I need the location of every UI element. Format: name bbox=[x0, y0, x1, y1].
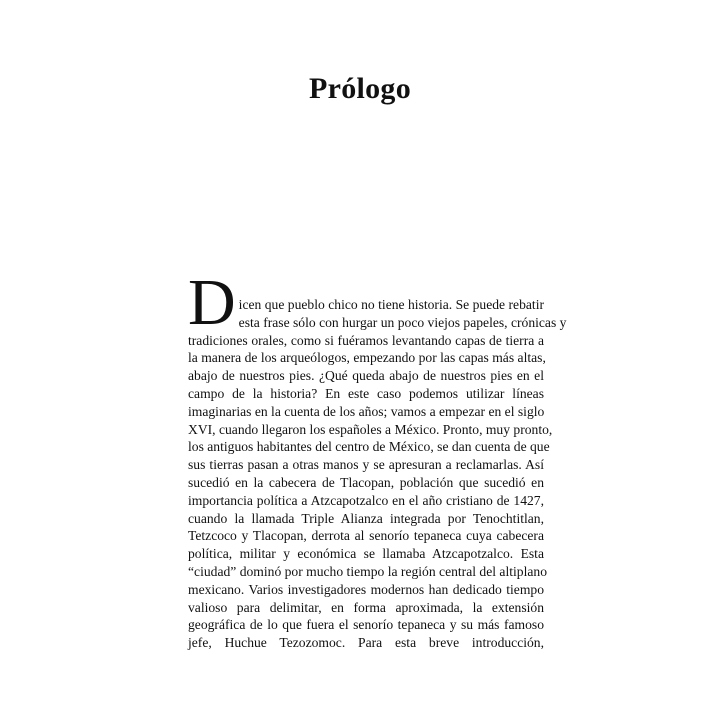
text-line: valioso para delimitar, en forma aproximada, la extensión bbox=[188, 599, 544, 615]
text-line: cuando la llamada Triple Alianza integrada por Tenochtitlan, bbox=[188, 510, 544, 526]
text-line: sucedió en la cabecera de Tlacopan, población que sucedió en bbox=[188, 474, 544, 490]
text-line: Tetzcoco y Tlacopan, derrota al senorío tepaneca cuya cabecera bbox=[188, 528, 544, 544]
page-title: Prólogo bbox=[308, 72, 412, 105]
text-line: importancia política a Atzcapotzalco en el año cristiano de 1427, bbox=[188, 492, 544, 508]
text-line: esta frase sólo con hurgar un poco viejos papeles, crónicas y bbox=[238, 314, 567, 330]
drop-cap: D bbox=[188, 266, 236, 339]
prologue-paragraph bbox=[188, 266, 567, 652]
text-line: abajo de nuestros pies. ¿Qué queda abajo de nuestros pies en el bbox=[188, 368, 544, 384]
text-line: “ciudad” dominó por mucho tiempo la región central del altiplano bbox=[188, 563, 547, 579]
text-line: XVI, cuando llegaron los españoles a México. Pronto, muy pronto, bbox=[188, 421, 553, 437]
text-line: sus tierras pasan a otras manos y se apresuran a reclamarlas. Así bbox=[188, 457, 544, 473]
text-line: política, militar y económica se llamaba Atzcapotzalco. Esta bbox=[188, 546, 544, 562]
text-line: imaginarias en la cuenta de los años; vamos a empezar en el siglo bbox=[188, 403, 545, 419]
text-line: jefe, Huchue Tezozomoc. Para esta breve introducción, bbox=[188, 635, 544, 651]
prologue-body bbox=[188, 266, 567, 652]
text-line: geográfica de lo que fuera el senorío tepaneca y su más famoso bbox=[188, 617, 544, 633]
text-line: icen que pueblo chico no tiene historia. Se puede rebatir bbox=[238, 297, 544, 312]
text-line: campo de la historia? En este caso podemos utilizar líneas bbox=[188, 385, 544, 401]
text-line: tradiciones orales, como si fuéramos levantando capas de tierra a bbox=[188, 332, 544, 348]
text-line: los antiguos habitantes del centro de México, se dan cuenta de que bbox=[188, 439, 550, 455]
text-line: la manera de los arqueólogos, empezando por las capas más altas, bbox=[188, 350, 546, 366]
text-line: mexicano. Varios investigadores modernos han dedicado tiempo bbox=[188, 581, 544, 597]
